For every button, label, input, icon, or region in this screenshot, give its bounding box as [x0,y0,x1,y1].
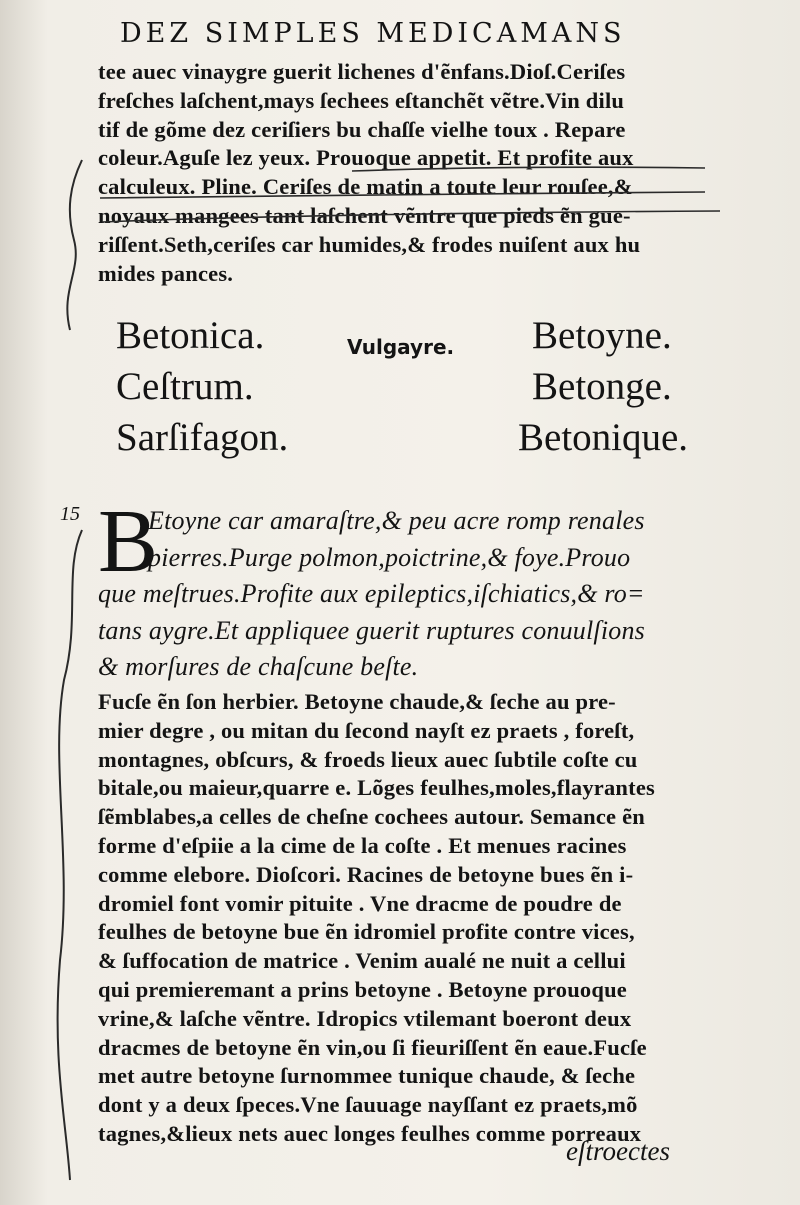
text-line: bitale,ou maieur,quarre e. Lõges feulhes,moles,flayrantes [98,775,655,801]
underline-mark [100,192,705,198]
synonym-latin: Betonica. [116,314,265,357]
vulgar-label: Vulgayre. [347,335,455,359]
text-line: coleur.Aguſe lez yeux. Prouoque appetit. Et profite aux [98,145,634,171]
text-line: & ſuffocation de matrice . Venim aualé ne nuit a cellui [98,948,626,974]
text-line: montagnes, obſcurs, & froeds lieux auec ſubtile coſte cu [98,746,638,772]
text-line: noyaux mangees tant laſchent vẽntre que pieds ẽn gue- [98,202,631,228]
text-line: dromiel font vomir pituite . Vne dracme de poudre de [98,890,622,916]
text-line: dont y a deux ſpeces.Vne ſauuage nayſſant ez praets,mõ [98,1092,638,1118]
margin-number: 15 [60,503,80,525]
text-line: Fucſe ẽn ſon herbier. Betoyne chaude,& ſeche au pre- [98,689,616,714]
underline-mark [352,167,705,171]
text-line: dracmes de betoyne ẽn vin,ou ſi fieuriſſent ẽn eaue.Fucſe [98,1034,647,1060]
text-line: mides pances. [98,260,234,286]
text-line: freſches laſchent,mays ſechees eſtanchẽt vẽtre.Vin dilu [98,87,625,113]
text-line: tee auec vinaygre guerit lichenes d'ẽnfans.Dioſ.Ceriſes [98,59,626,84]
text-line: & morſures de chaſcune beſte. [98,652,419,681]
margin-bracket-mark [67,160,82,330]
text-line: tagnes,&lieux nets auec longes feulhes comme porreaux [98,1120,642,1146]
synonym-vulgar: Betoyne. [532,314,672,357]
margin-bracket-mark [58,530,82,1180]
text-line: riſſent.Seth,ceriſes car humides,& frodes nuiſent aux hu [98,231,641,257]
text-line: tans aygre.Et appliquee guerit ruptures conuulſions [98,615,645,645]
text-line: ſẽmblabes,a celles de cheſne cochees autour. Semance ẽn [98,804,645,830]
text-line: calculeux. Pline. Ceriſes de matin a toute leur rouſee,& [98,174,633,200]
underline-mark [102,211,720,222]
text-line: feulhes de betoyne bue ẽn idromiel profite contre vices, [98,919,635,945]
synonym-vulgar: Betonge. [532,365,672,408]
text-line: qui premieremant a prins betoyne . Betoyne prouoque [98,976,627,1002]
drop-capital: B [98,492,159,591]
synonym-latin: Sarſifagon. [116,416,289,459]
text-line: pierres.Purge polmon,poictrine,& foye.Prouo [148,542,631,572]
text-line: mier degre , ou mitan du ſecond nayſt ez praets , foreſt, [98,717,635,743]
synonym-vulgar: Betonique. [518,416,689,459]
text-line: comme elebore. Dioſcori. Racines de betoyne bues ẽn i- [98,861,634,887]
text-line: tif de gõme dez ceriſiers bu chaſſe vielhe toux . Repare [98,116,626,142]
running-title: DEZ SIMPLES MEDICAMANS [120,18,626,49]
synonym-latin: Ceſtrum. [116,365,254,408]
text-line: que meſtrues.Profite aux epileptics,iſchiatics,& ro= [98,579,645,608]
text-line: vrine,& laſche vẽntre. Idropics vtilemant boeront deux [98,1005,632,1031]
text-line: Etoyne car amaraſtre,& peu acre romp renales [148,506,645,535]
text-line: met autre betoyne ſurnommee tunique chaude, & ſeche [98,1063,636,1089]
catchword: eſtroectes [566,1136,670,1166]
text-line: forme d'eſpiie a la cime de la coſte . Et menues racines [98,832,627,858]
